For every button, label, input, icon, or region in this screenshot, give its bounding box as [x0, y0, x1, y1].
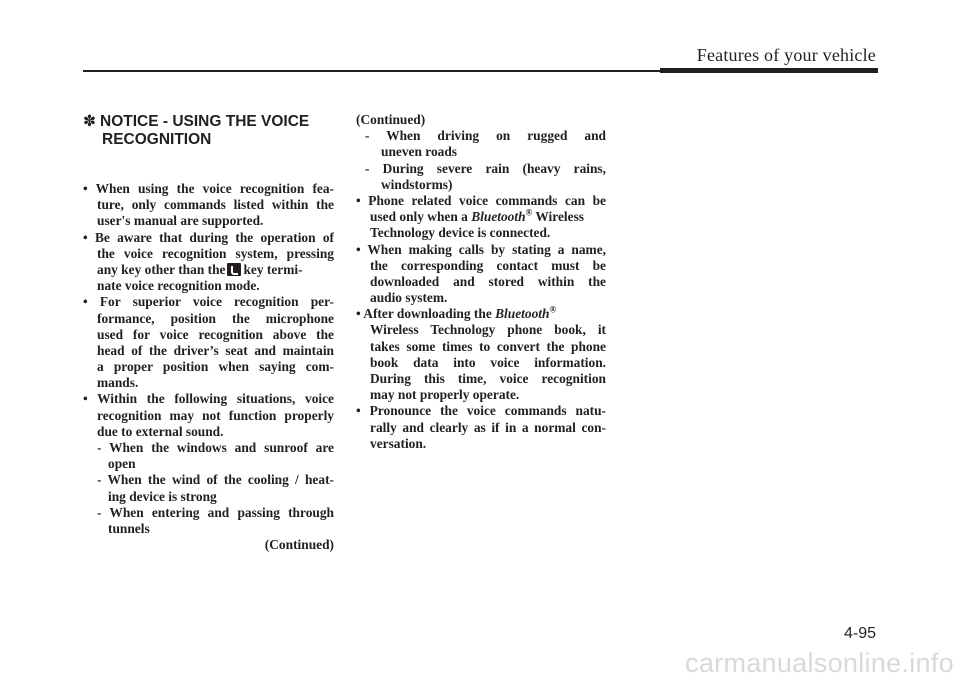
left-column [83, 181, 334, 553]
bullet-line: • When making calls by stating a name, [356, 241, 606, 257]
bullet-line: • When using the voice recognition fea- [83, 181, 334, 196]
bluetooth-term: Bluetooth [471, 209, 526, 225]
sub-item-line: - When entering and passing through [97, 504, 334, 520]
bullet-line: audio system. [370, 290, 448, 306]
continued-label: (Continued) [356, 112, 426, 127]
sub-item-line: tunnels [108, 520, 150, 536]
sub-item-line: uneven roads [381, 144, 458, 160]
sub-item-line: - When the wind of the cooling / heat- [97, 472, 334, 488]
bullet-line: • Within the following situations, voice [83, 391, 334, 407]
bullet-line: formance, position the microphone [97, 310, 334, 326]
bullet-line: user's manual are supported. [97, 213, 264, 229]
notice-star-icon: ✽ [83, 113, 96, 130]
bullet-line: used for voice recognition above the [97, 326, 334, 342]
bullet-line: • Pronounce the voice commands natu- [356, 403, 606, 419]
bullet-line: the corresponding contact must be [370, 257, 606, 273]
bullet-line: mands. [97, 375, 139, 391]
notice-title [83, 113, 343, 149]
right-column [356, 112, 606, 452]
bullet-line [83, 262, 334, 278]
bullet-text: any key other than the [97, 261, 226, 277]
sub-item-line: - When driving on rugged and [365, 128, 606, 144]
header-title: Features of your vehicle [696, 45, 876, 65]
bullet-line [356, 209, 606, 225]
bullet-line: the voice recognition system, pressing [97, 245, 334, 261]
bullet-text: Wireless [535, 209, 584, 225]
page-number: 4-95 [843, 625, 876, 642]
bullet-line: • Be aware that during the operation of [83, 229, 334, 245]
bullet-line: ture, only commands listed within the [97, 197, 334, 213]
voice-talk-key-icon [227, 263, 241, 276]
bullet-line: may not properly operate. [370, 387, 520, 403]
notice-title-line1: NOTICE - USING THE VOICE [100, 113, 310, 130]
registered-mark: ® [525, 207, 533, 218]
bullet-line: due to external sound. [97, 423, 224, 439]
sub-item-line: windstorms) [381, 176, 453, 192]
header-rule-accent [660, 68, 878, 73]
notice-title-line2: RECOGNITION [102, 131, 212, 148]
sub-item-line: ing device is strong [108, 488, 217, 504]
bullet-line: recognition may not function properly [97, 407, 334, 423]
bullet-line: • For superior voice recognition per- [83, 294, 334, 310]
bullet-line: head of the driver’s seat and maintain [97, 342, 334, 358]
bullet-line: a proper position when saying com- [97, 359, 334, 375]
bullet-line: Wireless Technology phone book, it [370, 322, 606, 338]
bullet-line: During this time, voice recognition [370, 371, 606, 386]
bullet-line [356, 306, 606, 322]
bullet-text: key termi- [243, 261, 303, 277]
bullet-line: rally and clearly as if in a normal con- [370, 419, 606, 435]
sub-item-line: open [108, 456, 136, 472]
bullet-line: Technology device is connected. [370, 225, 551, 241]
watermark: carmanualsonline.info [685, 648, 954, 678]
bullet-line: book data into voice information. [370, 354, 606, 370]
sub-item-line: - When the windows and sunroof are [97, 440, 334, 455]
continued-label: (Continued) [264, 537, 334, 553]
bullet-line: downloaded and stored within the [370, 273, 606, 289]
bullet-line: versation. [370, 435, 427, 451]
sub-item-line: - During severe rain (heavy rains, [365, 160, 606, 176]
bullet-text: • After downloading the [356, 306, 492, 322]
bullet-text: used only when a [370, 209, 468, 225]
registered-mark: ® [549, 304, 557, 315]
bullet-line: • Phone related voice commands can be [356, 192, 606, 208]
bluetooth-term: Bluetooth [495, 306, 550, 322]
bullet-line: nate voice recognition mode. [97, 278, 260, 294]
bullet-line: takes some times to convert the phone [370, 338, 606, 354]
